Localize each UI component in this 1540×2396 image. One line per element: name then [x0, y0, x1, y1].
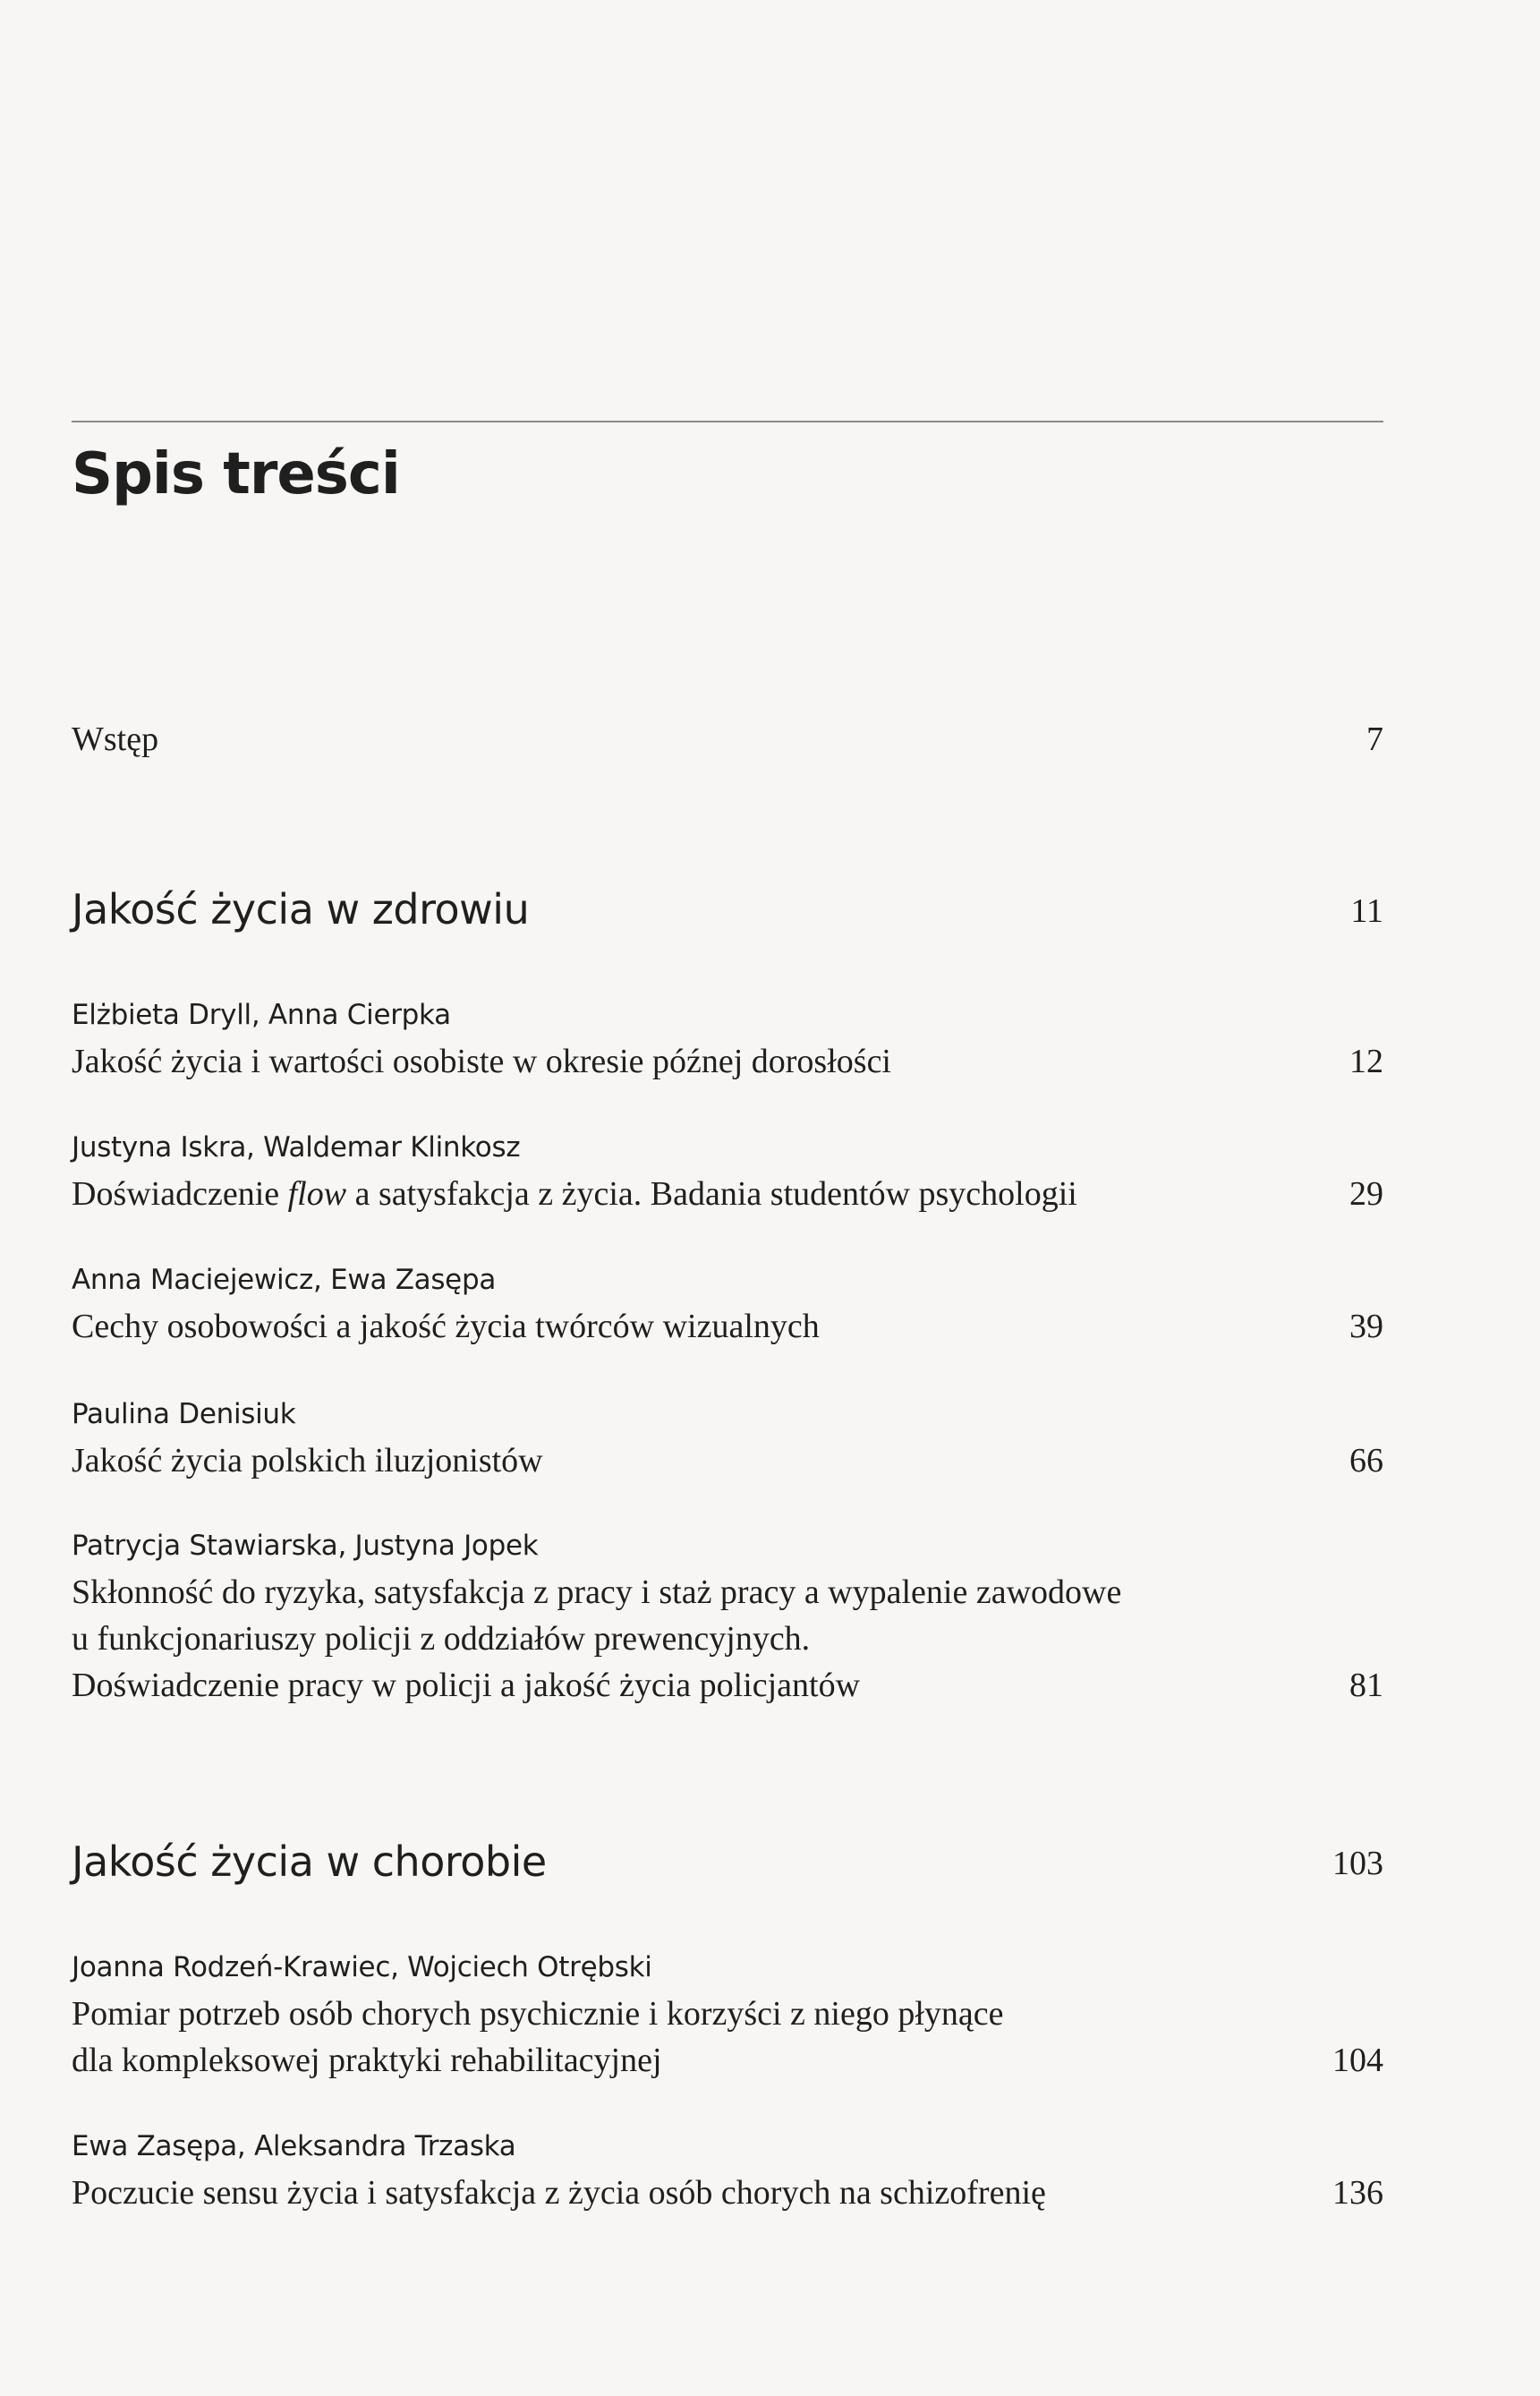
article-authors: Anna Maciejewicz, Ewa Zasępa: [72, 1264, 497, 1296]
section-page: 103: [1332, 1845, 1383, 1882]
article-authors: Patrycja Stawiarska, Justyna Jopek: [72, 1530, 539, 1562]
section-heading-illness[interactable]: [72, 1837, 1383, 1887]
section-page: 11: [1350, 892, 1383, 930]
article-title-line: u funkcjonariuszy policji z oddziałów prewencyjnych.: [72, 1620, 811, 1658]
article-title: [72, 1569, 1121, 1709]
section-heading-health[interactable]: [72, 884, 1383, 934]
article-authors: Joanna Rodzeń-Krawiec, Wojciech Otrębski: [72, 1951, 652, 1983]
article-title: Cechy osobowości a jakość życia twórców wizualnych: [72, 1308, 820, 1345]
article-title: Jakość życia i wartości osobiste w okresie późnej dorosłości: [72, 1043, 891, 1080]
toc-article[interactable]: [72, 1262, 1383, 1350]
article-page: 81: [1349, 1667, 1383, 1704]
article-page: 39: [1349, 1308, 1383, 1345]
section-title: Jakość życia w zdrowiu: [72, 885, 530, 934]
intro-page: 7: [1366, 721, 1383, 758]
toc-article[interactable]: [72, 1949, 1383, 2084]
article-authors: Paulina Denisiuk: [72, 1398, 296, 1430]
article-title: Poczucie sensu życia i satysfakcja z życia osób chorych na schizofrenię: [72, 2174, 1046, 2212]
article-page: 12: [1349, 1043, 1383, 1080]
toc-article[interactable]: [72, 1396, 1383, 1484]
toc-entry-intro[interactable]: [72, 716, 1383, 763]
article-title: [72, 1991, 1004, 2084]
article-page: 29: [1349, 1175, 1383, 1213]
article-page: 104: [1332, 2042, 1383, 2079]
article-page: 136: [1332, 2174, 1383, 2212]
page-title: Spis treści: [72, 441, 400, 507]
article-title: Jakość życia polskich iluzjonistów: [72, 1442, 543, 1479]
section-title: Jakość życia w chorobie: [72, 1838, 547, 1886]
article-title-line: dla kompleksowej praktyki rehabilitacyjnej: [72, 2042, 662, 2079]
article-title-italic: flow: [287, 1175, 347, 1213]
toc-article[interactable]: [72, 997, 1383, 1085]
article-title-part: Doświadczenie: [72, 1175, 288, 1213]
article-authors: Ewa Zasępa, Aleksandra Trzaska: [72, 2130, 516, 2162]
article-page: 66: [1349, 1442, 1383, 1479]
article-title-line: Doświadczenie pracy w policji a jakość życia policjantów: [72, 1667, 861, 1704]
article-title-line: Pomiar potrzeb osób chorych psychicznie i korzyści z niego płynące: [72, 1995, 1004, 2033]
article-title: [72, 1171, 1077, 1217]
title-rule: [72, 421, 1383, 422]
toc-article[interactable]: [72, 1130, 1383, 1217]
article-authors: Justyna Iskra, Waldemar Klinkosz: [72, 1131, 521, 1164]
toc-article[interactable]: [72, 2128, 1383, 2216]
article-authors: Elżbieta Dryll, Anna Cierpka: [72, 999, 451, 1031]
intro-label: Wstęp: [72, 721, 159, 758]
article-title-line: Skłonność do ryzyka, satysfakcja z pracy i staż pracy a wypalenie zawodowe: [72, 1573, 1122, 1611]
article-title-part: a satysfakcja z życia. Badania studentów psychologii: [346, 1175, 1077, 1213]
toc-article[interactable]: [72, 1528, 1383, 1709]
